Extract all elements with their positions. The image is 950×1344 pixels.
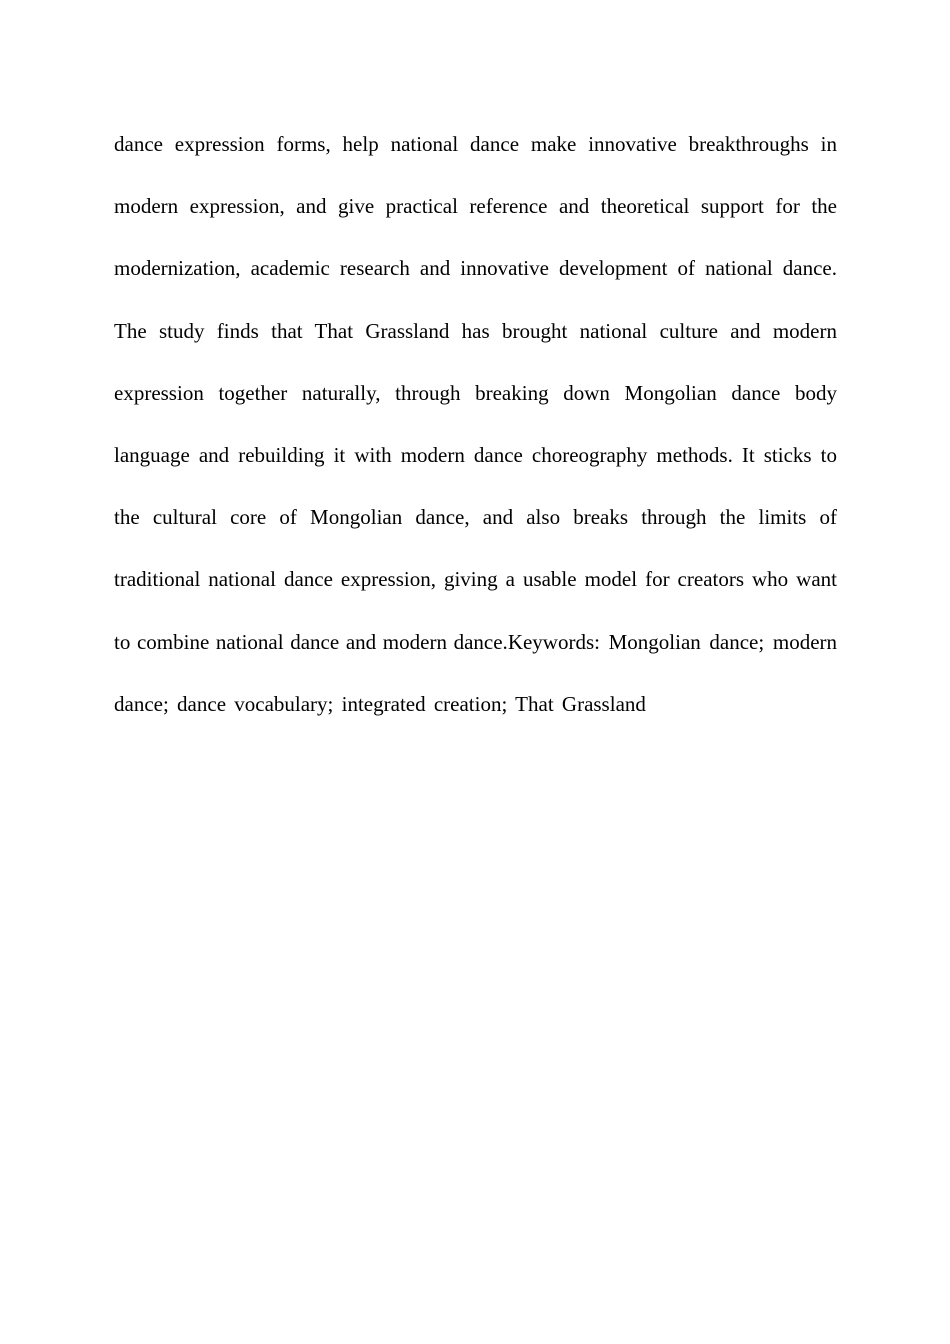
keywords-line: Keywords: Mongolian dance; modern dance; dance vocabulary; integrated creation; That Grassland (114, 629, 838, 716)
abstract-body-text: dance expression forms, help national dance make innovative breakthroughs in modern expression, and give practical reference and theoretical support for the modernization, academic research and innovative development of national dance. The study finds that That Grassland has brought national culture and modern expression together naturally, through breaking down Mongolian dance body language and rebuilding it with modern dance choreography methods. It sticks to the cultural core of Mongolian dance, and also breaks through the limits of traditional national dance expression, giving a usable model for creators who want to combine national dance and modern dance. (114, 132, 837, 654)
abstract-paragraph (114, 113, 837, 735)
